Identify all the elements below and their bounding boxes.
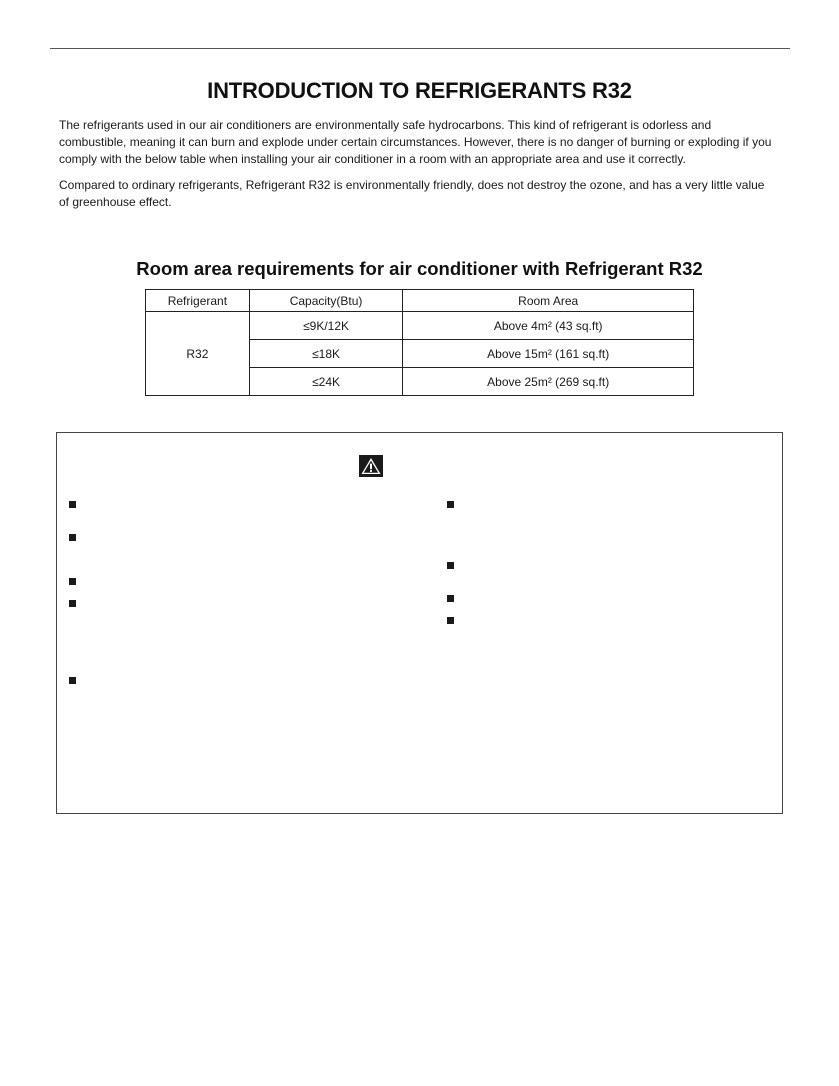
table-heading: Room area requirements for air conditioner with Refrigerant R32 bbox=[136, 258, 703, 279]
comparison-paragraph: Compared to ordinary refrigerants, Refrigerant R32 is environmentally friendly, does not destroy the ozone, and has a very little value of greenhouse effect. bbox=[59, 178, 765, 209]
capacity-cell: ≤24K bbox=[249, 368, 403, 396]
intro-paragraph: The refrigerants used in our air conditioners are environmentally safe hydrocarbons. This kind of refrigerant is odorless and combustible, meaning it can burn and explode under certain circumstances. However, there is no danger of burning or exploding if you comply with the below table when installing your air conditioner in a room with an appropriate area and use it correctly. bbox=[59, 118, 772, 166]
square-bullet-icon bbox=[69, 677, 76, 684]
room-area-cell: Above 4m² (43 sq.ft) bbox=[403, 312, 694, 340]
square-bullet-icon bbox=[447, 501, 454, 508]
page-title: INTRODUCTION TO REFRIGERANTS R32 bbox=[207, 78, 632, 103]
square-bullet-icon bbox=[69, 534, 76, 541]
header-capacity: Capacity(Btu) bbox=[249, 290, 403, 312]
square-bullet-icon bbox=[69, 501, 76, 508]
capacity-cell: ≤18K bbox=[249, 340, 403, 368]
room-area-table bbox=[145, 289, 694, 396]
square-bullet-icon bbox=[69, 600, 76, 607]
refrigerant-cell: R32 bbox=[146, 312, 250, 396]
header-refrigerant: Refrigerant bbox=[146, 290, 250, 312]
top-divider bbox=[50, 48, 790, 49]
table-header-row bbox=[146, 290, 694, 312]
square-bullet-icon bbox=[447, 595, 454, 602]
warning-triangle-icon bbox=[359, 455, 383, 477]
square-bullet-icon bbox=[447, 617, 454, 624]
room-area-cell: Above 15m² (161 sq.ft) bbox=[403, 340, 694, 368]
table-row bbox=[146, 312, 694, 340]
square-bullet-icon bbox=[69, 578, 76, 585]
square-bullet-icon bbox=[447, 562, 454, 569]
capacity-cell: ≤9K/12K bbox=[249, 312, 403, 340]
warning-box bbox=[56, 432, 783, 814]
header-room-area: Room Area bbox=[403, 290, 694, 312]
room-area-cell: Above 25m² (269 sq.ft) bbox=[403, 368, 694, 396]
